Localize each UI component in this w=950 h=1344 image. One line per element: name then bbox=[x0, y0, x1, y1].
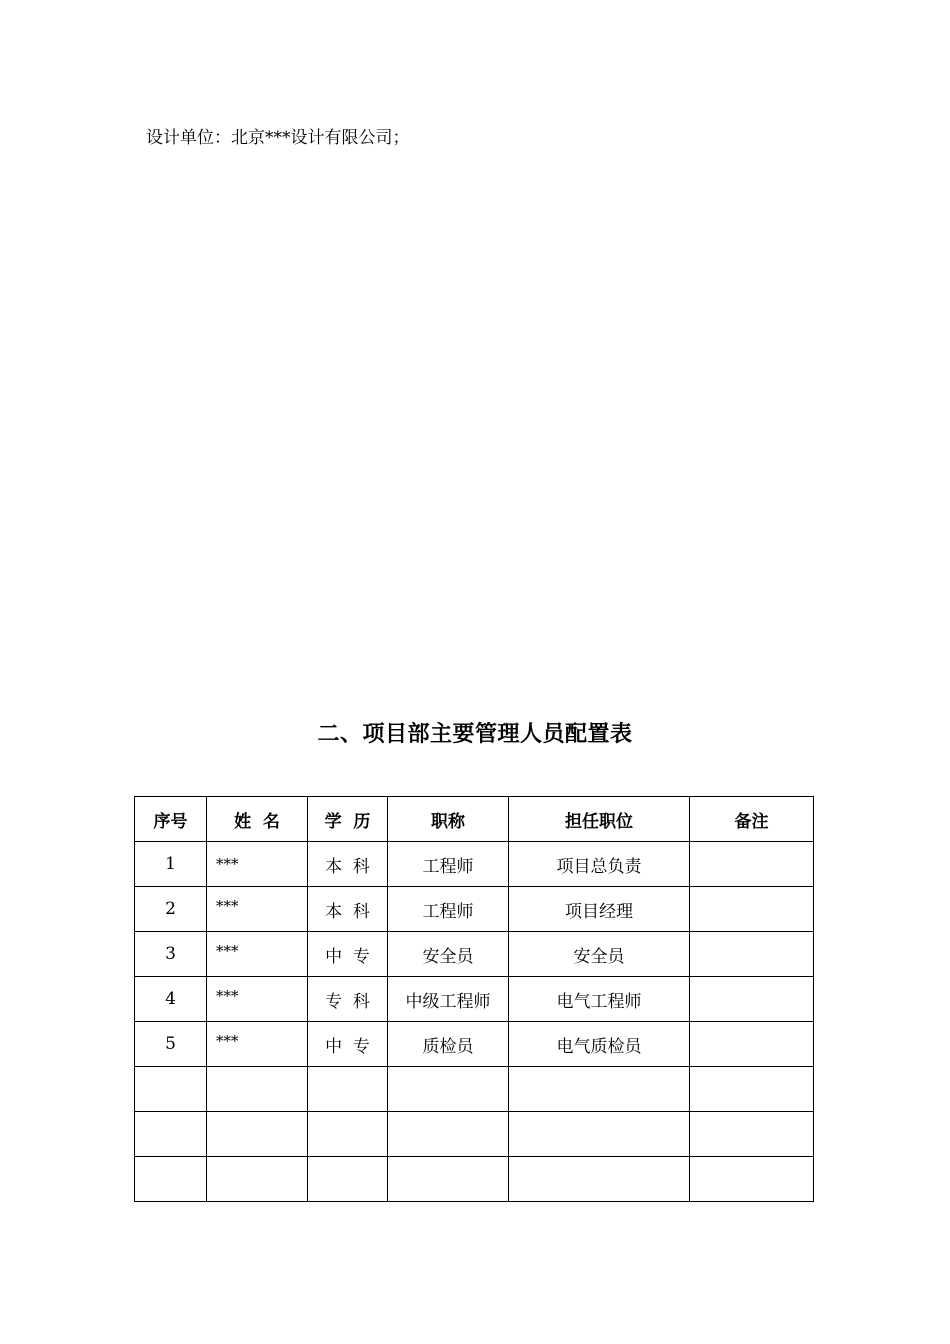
cell-education: 本 科 bbox=[308, 842, 388, 887]
table-row bbox=[135, 842, 814, 887]
cell-title bbox=[388, 1067, 509, 1112]
cell-title bbox=[388, 1112, 509, 1157]
cell-title bbox=[388, 1157, 509, 1202]
cell-no: 5 bbox=[135, 1022, 207, 1067]
cell-position: 电气工程师 bbox=[509, 977, 690, 1022]
cell-education bbox=[308, 1112, 388, 1157]
staff-table bbox=[134, 796, 814, 1202]
table-row bbox=[135, 1067, 814, 1112]
cell-title: 工程师 bbox=[388, 842, 509, 887]
cell-name: *** bbox=[207, 842, 308, 887]
cell-education: 中 专 bbox=[308, 932, 388, 977]
section-title: 二、项目部主要管理人员配置表 bbox=[317, 722, 633, 747]
table-row bbox=[135, 1157, 814, 1202]
cell-education bbox=[308, 1157, 388, 1202]
table-row bbox=[135, 1112, 814, 1157]
cell-education: 中 专 bbox=[308, 1022, 388, 1067]
cell-no bbox=[135, 1157, 207, 1202]
cell-position bbox=[509, 1157, 690, 1202]
header-no: 序号 bbox=[135, 797, 207, 842]
cell-education: 专 科 bbox=[308, 977, 388, 1022]
cell-name: *** bbox=[207, 887, 308, 932]
cell-name: *** bbox=[207, 977, 308, 1022]
cell-no bbox=[135, 1067, 207, 1112]
cell-name bbox=[207, 1112, 308, 1157]
cell-position: 项目经理 bbox=[509, 887, 690, 932]
header-remark: 备注 bbox=[690, 797, 814, 842]
cell-position: 安全员 bbox=[509, 932, 690, 977]
cell-remark bbox=[690, 1022, 814, 1067]
cell-no: 1 bbox=[135, 842, 207, 887]
table-header-row bbox=[135, 797, 814, 842]
cell-remark bbox=[690, 1067, 814, 1112]
cell-title: 工程师 bbox=[388, 887, 509, 932]
cell-remark bbox=[690, 887, 814, 932]
header-position: 担任职位 bbox=[509, 797, 690, 842]
cell-position: 项目总负责 bbox=[509, 842, 690, 887]
cell-title: 中级工程师 bbox=[388, 977, 509, 1022]
cell-name bbox=[207, 1157, 308, 1202]
table-row bbox=[135, 1022, 814, 1067]
header-title: 职称 bbox=[388, 797, 509, 842]
cell-position bbox=[509, 1112, 690, 1157]
cell-remark bbox=[690, 1157, 814, 1202]
header-education: 学 历 bbox=[308, 797, 388, 842]
cell-title: 安全员 bbox=[388, 932, 509, 977]
design-unit-line: 设计单位：北京***设计有限公司； bbox=[146, 128, 410, 148]
cell-education bbox=[308, 1067, 388, 1112]
cell-position: 电气质检员 bbox=[509, 1022, 690, 1067]
header-name: 姓 名 bbox=[207, 797, 308, 842]
cell-no: 3 bbox=[135, 932, 207, 977]
cell-name: *** bbox=[207, 1022, 308, 1067]
cell-no: 2 bbox=[135, 887, 207, 932]
table-row bbox=[135, 977, 814, 1022]
cell-name bbox=[207, 1067, 308, 1112]
table-row bbox=[135, 887, 814, 932]
table-row bbox=[135, 932, 814, 977]
cell-name: *** bbox=[207, 932, 308, 977]
cell-remark bbox=[690, 932, 814, 977]
cell-position bbox=[509, 1067, 690, 1112]
cell-remark bbox=[690, 977, 814, 1022]
cell-remark bbox=[690, 1112, 814, 1157]
cell-no: 4 bbox=[135, 977, 207, 1022]
cell-no bbox=[135, 1112, 207, 1157]
cell-education: 本 科 bbox=[308, 887, 388, 932]
cell-title: 质检员 bbox=[388, 1022, 509, 1067]
cell-remark bbox=[690, 842, 814, 887]
